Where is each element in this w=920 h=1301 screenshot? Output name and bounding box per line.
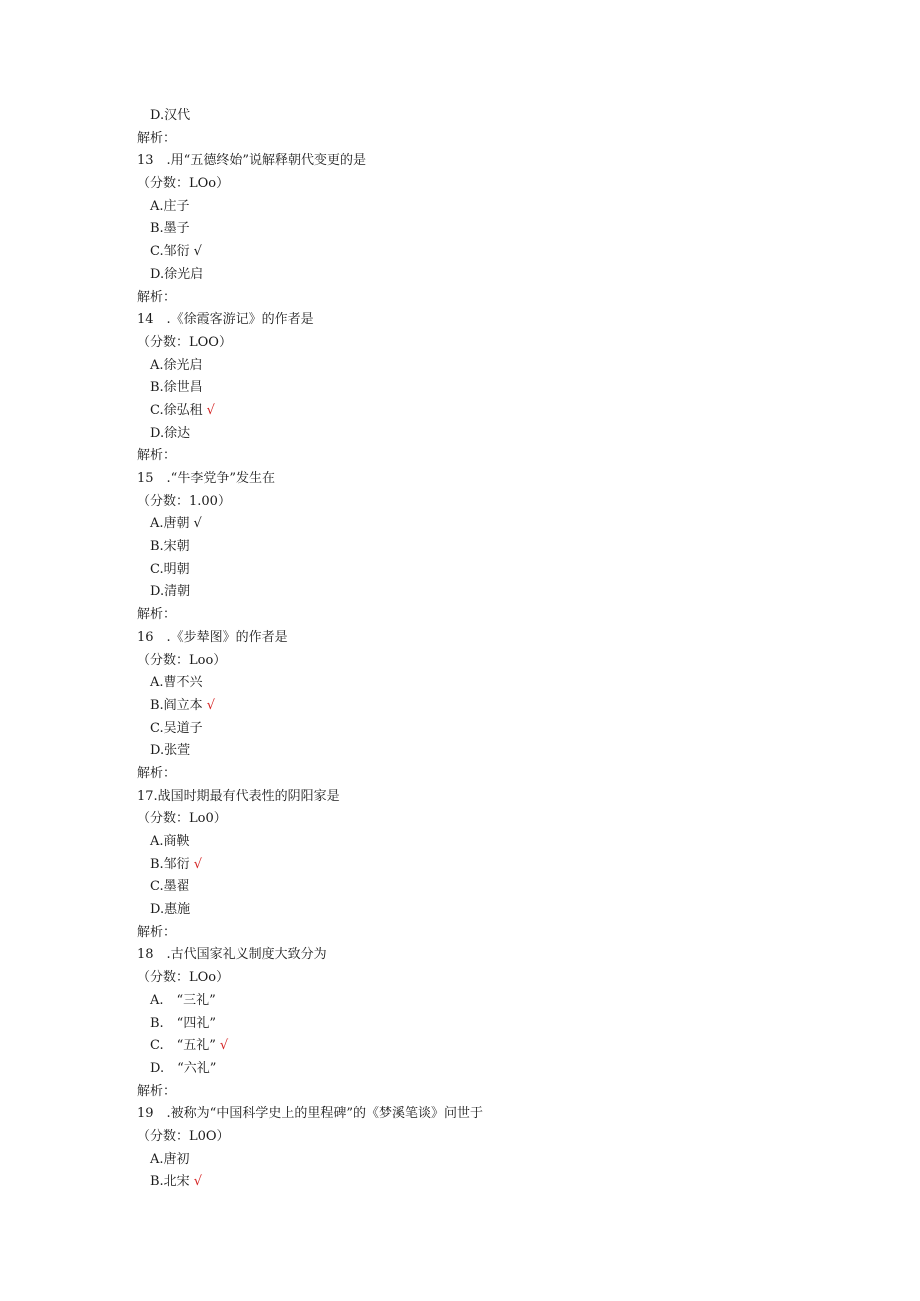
answer-option (0, 899, 920, 922)
answer-option (0, 718, 920, 741)
option-d-prev: D.汉代 (150, 108, 191, 123)
analysis-label: 解析： (137, 765, 177, 781)
option-text: B.墨子 (150, 221, 190, 237)
answer-option (0, 264, 920, 287)
option-text: B.徐世昌 (150, 380, 203, 396)
option-text: B. “四礼” (150, 1015, 216, 1031)
option-text: A.商鞅 (150, 834, 190, 849)
option-text: C.墨翟 (150, 879, 190, 895)
option-text: A.曹不兴 (150, 675, 203, 691)
option-text: B.邹衍 (150, 856, 190, 872)
answer-option (0, 1058, 920, 1081)
question-stem: 13 .用“五德终始”说解释朝代变更的是 (137, 153, 366, 169)
analysis-label: 解析： (137, 1083, 177, 1099)
answer-option (0, 581, 920, 604)
question-block (0, 150, 920, 309)
question-block (0, 627, 920, 786)
question-score: （分数：Lo0） (137, 811, 227, 827)
option-text: C.明朝 (150, 561, 190, 577)
question-block (0, 309, 920, 468)
question-score: （分数：Loo） (137, 652, 227, 668)
correct-check-icon: √ (193, 516, 202, 532)
option-text: D. “六礼” (150, 1060, 217, 1076)
option-text: A.庄子 (150, 198, 190, 214)
question-score: （分数：LOO） (137, 334, 232, 350)
answer-option (0, 400, 920, 423)
answer-option (0, 876, 920, 899)
question-stem: 18 .古代国家礼义制度大致分为 (137, 947, 327, 963)
correct-check-icon: √ (193, 1174, 202, 1190)
question-stem: 16 .《步辇图》的作者是 (137, 629, 288, 645)
question-block (0, 1103, 920, 1194)
analysis-label: 解析： (137, 448, 177, 464)
question-stem: 14 .《徐霞客游记》的作者是 (137, 312, 314, 328)
option-text: D.徐光启 (150, 266, 204, 282)
question-score: （分数：LOo） (137, 176, 230, 192)
answer-option (0, 740, 920, 763)
option-text: C.邹衍 (150, 244, 190, 260)
answer-option (0, 513, 920, 536)
answer-option (0, 672, 920, 695)
option-text: D.惠施 (150, 902, 191, 918)
analysis-label: 解析： (137, 924, 177, 940)
answer-option (0, 218, 920, 241)
option-text: D.清朝 (150, 584, 191, 600)
answer-option (0, 1013, 920, 1036)
analysis-label: 解析： (137, 607, 177, 623)
question-stem: 19 .被称为“中国科学史上的里程碑”的《梦溪笔谈》问世于 (137, 1106, 483, 1122)
document-body (0, 105, 920, 1194)
question-block (0, 468, 920, 627)
option-text: B.北宋 (150, 1174, 190, 1190)
answer-option (0, 831, 920, 854)
answer-option (0, 423, 920, 446)
option-text: C.吴道子 (150, 720, 203, 736)
correct-check-icon: √ (219, 1038, 229, 1054)
answer-option (0, 990, 920, 1013)
option-text: C. “五礼” (150, 1038, 216, 1054)
question-list (0, 150, 920, 1194)
question-block (0, 786, 920, 945)
answer-option (0, 355, 920, 378)
question-stem: 17.战国时期最有代表性的阴阳家是 (137, 788, 340, 804)
option-text: A.徐光启 (150, 357, 203, 373)
correct-check-icon: √ (206, 697, 215, 713)
question-score: （分数：LOo） (137, 970, 230, 986)
analysis-label: 解析： (137, 130, 177, 146)
answer-option (0, 536, 920, 559)
answer-option (0, 854, 920, 877)
answer-option (0, 1035, 920, 1058)
answer-option (0, 196, 920, 219)
correct-check-icon: √ (206, 402, 215, 418)
option-text: B.宋朝 (150, 539, 190, 555)
option-text: A. “三礼” (150, 992, 216, 1008)
question-block (0, 944, 920, 1103)
analysis-label: 解析： (137, 289, 177, 305)
option-text: C.徐弘租 (150, 402, 203, 418)
answer-option (0, 1171, 920, 1194)
question-stem: 15 .“牛李党争”发生在 (137, 471, 275, 486)
correct-check-icon: √ (193, 856, 202, 872)
option-text: B.阎立本 (150, 697, 203, 713)
option-text: A.唐初 (150, 1151, 190, 1167)
answer-option (0, 559, 920, 582)
answer-option (0, 241, 920, 264)
question-score: （分数：1.00） (137, 493, 231, 509)
correct-check-icon: √ (193, 244, 202, 260)
option-text: A.唐朝 (150, 516, 190, 532)
question-score: （分数：L0O） (137, 1128, 230, 1144)
answer-option (0, 695, 920, 718)
option-text: D.张萱 (150, 743, 191, 759)
option-text: D.徐达 (150, 425, 191, 441)
answer-option (0, 377, 920, 400)
answer-option (0, 1149, 920, 1172)
